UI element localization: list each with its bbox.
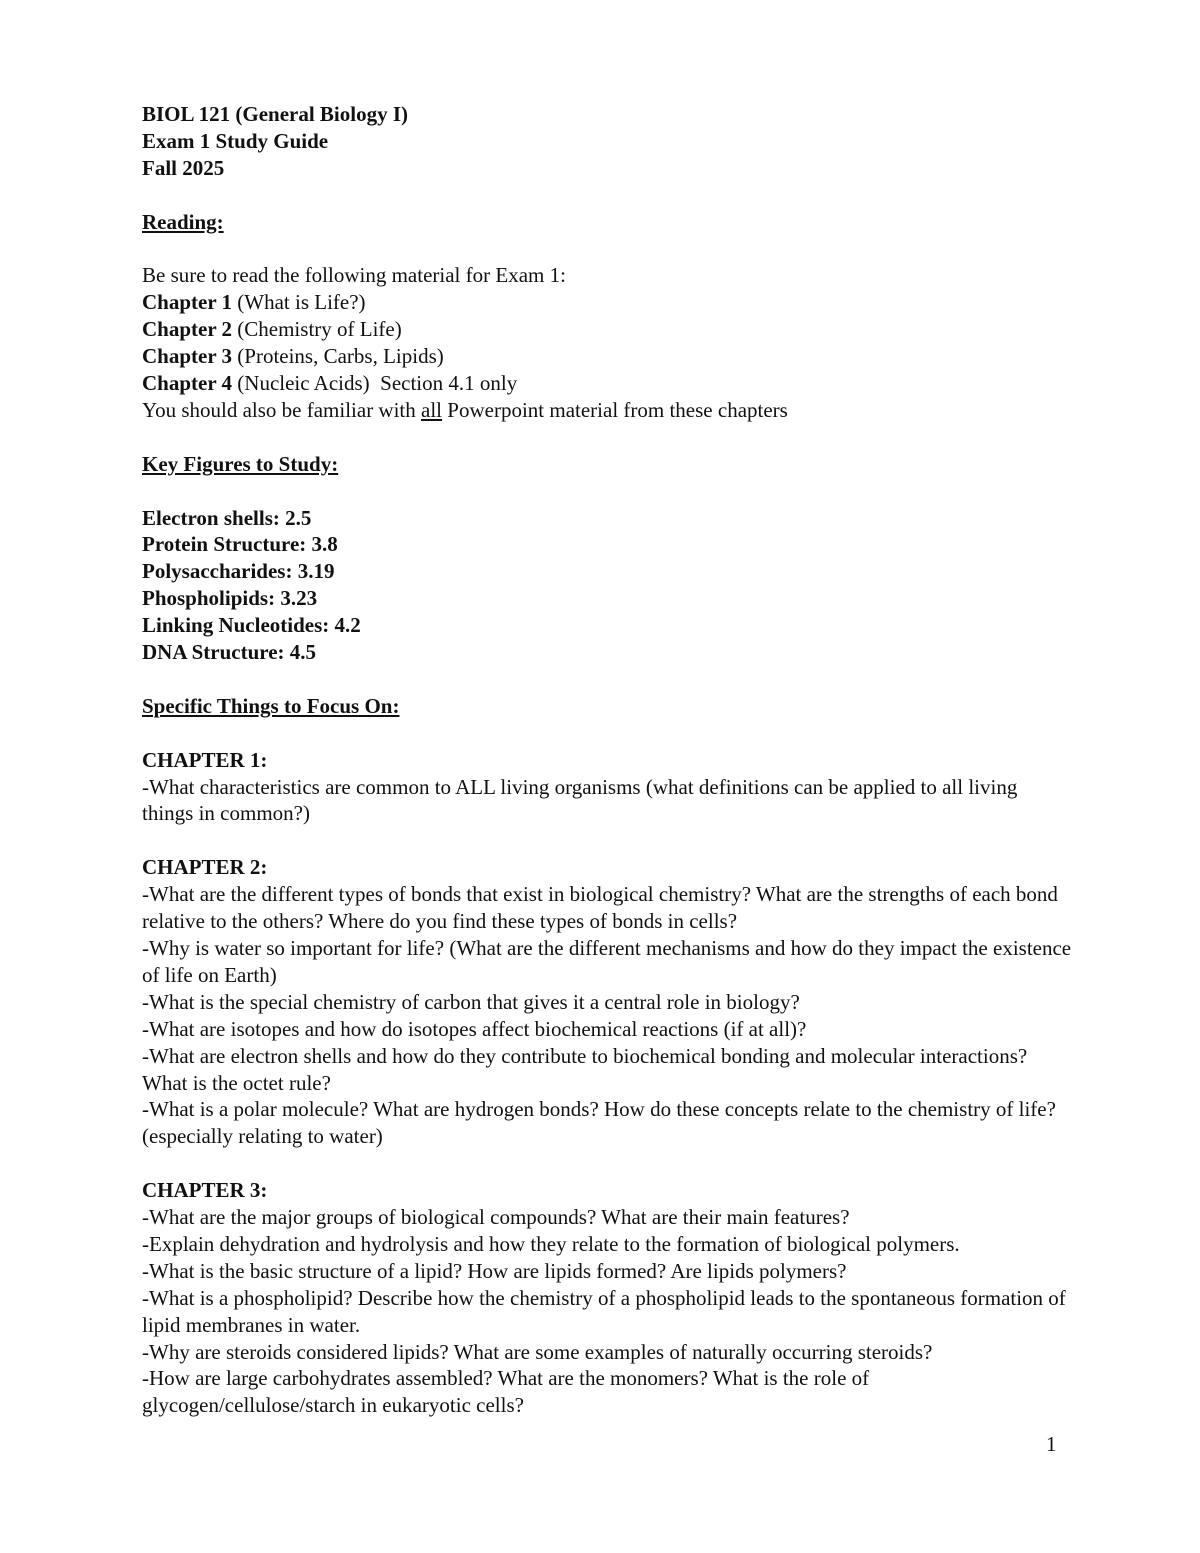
chapter-label: Chapter 2: [142, 317, 233, 342]
key-figure-item: Phospholipids: 3.23: [142, 586, 318, 611]
chapter2-heading: CHAPTER 2:: [142, 855, 268, 880]
chapter-label: Chapter 4: [142, 371, 233, 396]
reading-chapter: [142, 316, 1072, 343]
chapter2-question: -What are electron shells and how do they contribute to biochemical bonding and molecular interactions? What is the octet rule?: [142, 1043, 1028, 1095]
chapter-desc: (Nucleic Acids) Section 4.1 only: [232, 371, 518, 396]
chapter-desc: (Proteins, Carbs, Lipids): [232, 344, 444, 369]
chapter2-question: -What are the different types of bonds that exist in biological chemistry? What are the strengths of each bond relative to the others? Where do you find these types of bonds in cells?: [142, 882, 1058, 934]
note-text: Powerpoint material from these chapters: [442, 397, 788, 422]
spacer: [142, 666, 1072, 693]
key-figure-item: Linking Nucleotides: 4.2: [142, 613, 361, 638]
chapter3-question: -Explain dehydration and hydrolysis and how they relate to the formation of biological polymers.: [142, 1231, 960, 1256]
page-number: 1: [1046, 1432, 1057, 1456]
reading-chapter: [142, 343, 1072, 370]
reading-note: [142, 397, 1072, 424]
reading-chapter: [142, 370, 1072, 397]
spacer: [142, 1150, 1072, 1177]
key-figure-item: Electron shells: 2.5: [142, 505, 312, 530]
chapter3-question: -What are the major groups of biological compounds? What are their main features?: [142, 1205, 850, 1230]
chapter3-question: -How are large carbohydrates assembled? What are the monomers? What is the role of glycogen/cellulose/starch in eukaryotic cells?: [142, 1366, 870, 1418]
spacer: [142, 236, 1072, 263]
chapter3-question: -Why are steroids considered lipids? What are some examples of naturally occurring steroids?: [142, 1339, 933, 1364]
chapter3-question: -What is the basic structure of a lipid? How are lipids formed? Are lipids polymers?: [142, 1258, 847, 1283]
note-emphasis: all: [421, 397, 443, 422]
key-figures-heading: Key Figures to Study:: [142, 451, 339, 476]
chapter2-question: -What is a polar molecule? What are hydrogen bonds? How do these concepts relate to the chemistry of life? (especially relating to water): [142, 1097, 1056, 1149]
focus-heading: Specific Things to Focus On:: [142, 693, 400, 718]
document-body: [142, 101, 1072, 1419]
chapter-desc: (What is Life?): [232, 290, 366, 315]
note-text: You should also be familiar with: [142, 397, 422, 422]
chapter-label: Chapter 3: [142, 344, 233, 369]
spacer: [142, 478, 1072, 505]
spacer: [142, 827, 1072, 854]
spacer: [142, 720, 1072, 747]
guide-title: Exam 1 Study Guide: [142, 128, 329, 153]
spacer: [142, 182, 1072, 209]
chapter-desc: (Chemistry of Life): [232, 317, 402, 342]
spacer: [142, 424, 1072, 451]
reading-chapter: [142, 289, 1072, 316]
chapter3-heading: CHAPTER 3:: [142, 1178, 268, 1203]
course-title: BIOL 121 (General Biology I): [142, 102, 409, 126]
chapter3-question: -What is a phospholipid? Describe how the chemistry of a phospholipid leads to the spontaneous formation of lipid membranes in water.: [142, 1285, 1066, 1337]
term: Fall 2025: [142, 155, 225, 180]
chapter1-heading: CHAPTER 1:: [142, 747, 268, 772]
chapter2-question: -What is the special chemistry of carbon that gives it a central role in biology?: [142, 989, 800, 1014]
reading-intro: Be sure to read the following material for Exam 1:: [142, 263, 566, 288]
key-figure-item: DNA Structure: 4.5: [142, 640, 317, 665]
key-figure-item: Protein Structure: 3.8: [142, 532, 338, 557]
chapter1-question: -What characteristics are common to ALL living organisms (what definitions can be applied to all living things in common?): [142, 774, 1018, 826]
chapter2-question: -What are isotopes and how do isotopes affect biochemical reactions (if at all)?: [142, 1016, 807, 1041]
chapter2-question: -Why is water so important for life? (What are the different mechanisms and how do they impact the existence of life on Earth): [142, 935, 1072, 987]
reading-heading: Reading:: [142, 209, 224, 234]
chapter-label: Chapter 1: [142, 290, 233, 315]
key-figure-item: Polysaccharides: 3.19: [142, 559, 335, 584]
